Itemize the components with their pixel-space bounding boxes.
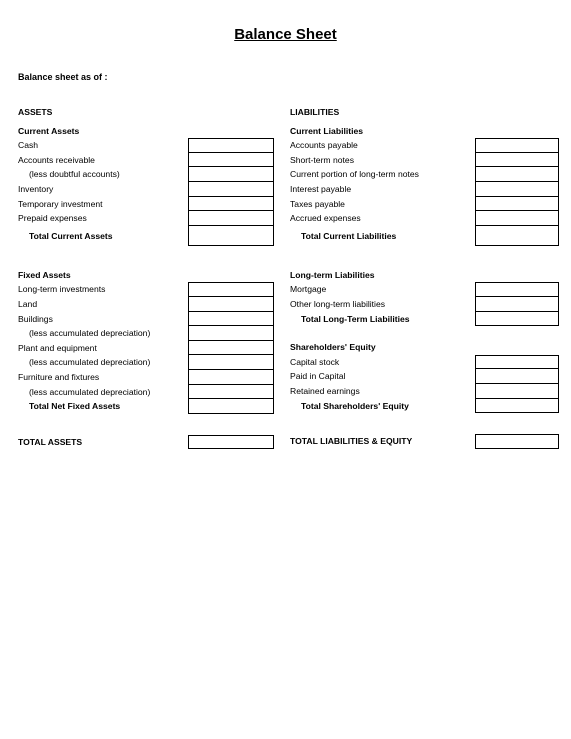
line-label: (less doubtful accounts) (29, 169, 120, 180)
assets-column (18, 105, 288, 449)
line-label: Inventory (18, 183, 54, 194)
total-current-assets-label: Total Current Assets (29, 230, 113, 241)
short-term-notes-field[interactable] (475, 153, 559, 168)
line-label: Short-term notes (290, 154, 354, 165)
long-term-liabilities-heading: Long-term Liabilities (290, 269, 375, 280)
buildings-field[interactable] (188, 312, 274, 327)
accounts-receivable-field[interactable] (188, 153, 274, 168)
total-assets-field[interactable] (188, 435, 274, 450)
line-label: (less accumulated depreciation) (29, 357, 151, 368)
plant-equipment-field[interactable] (188, 341, 274, 356)
line-label: Retained earnings (290, 385, 360, 396)
line-label: (less accumulated depreciation) (29, 328, 151, 339)
line-label: Mortgage (290, 284, 327, 295)
line-label: Land (18, 298, 38, 309)
inventory-field[interactable] (188, 182, 274, 197)
mortgage-field[interactable] (475, 282, 559, 297)
line-label: Other long-term liabilities (290, 298, 386, 309)
line-label: Accrued expenses (290, 213, 361, 224)
current-liabilities-heading: Current Liabilities (290, 125, 364, 136)
accounts-payable-field[interactable] (475, 138, 559, 153)
shareholders-equity-heading: Shareholders' Equity (290, 342, 376, 353)
total-long-term-liabilities-field[interactable] (475, 312, 559, 327)
line-label: Interest payable (290, 183, 352, 194)
as-of-label: Balance sheet as of : (18, 72, 108, 82)
line-label: Long-term investments (18, 284, 106, 295)
current-assets-heading: Current Assets (18, 125, 80, 136)
interest-payable-field[interactable] (475, 182, 559, 197)
total-shareholders-equity-field[interactable] (475, 399, 559, 414)
furniture-fixtures-field[interactable] (188, 370, 274, 385)
line-label: Accounts payable (290, 140, 358, 151)
line-label: Temporary investment (18, 198, 103, 209)
land-field[interactable] (188, 297, 274, 312)
total-liabilities-equity-label: TOTAL LIABILITIES & EQUITY (290, 436, 413, 447)
line-label: (less accumulated depreciation) (29, 386, 151, 397)
line-label: Plant and equipment (18, 342, 97, 353)
line-label: Capital stock (290, 356, 340, 367)
total-liabilities-equity-field[interactable] (475, 434, 559, 449)
line-label: Prepaid expenses (18, 213, 87, 224)
total-assets-label: TOTAL ASSETS (18, 436, 83, 447)
line-label: Taxes payable (290, 198, 345, 209)
doubtful-accounts-field[interactable] (188, 167, 274, 182)
page-title: Balance Sheet (234, 26, 337, 43)
paid-in-capital-field[interactable] (475, 369, 559, 384)
taxes-payable-field[interactable] (475, 197, 559, 212)
accrued-expenses-field[interactable] (475, 211, 559, 226)
liabilities-heading: LIABILITIES (290, 107, 340, 117)
total-net-fixed-assets-label: Total Net Fixed Assets (29, 401, 121, 412)
current-portion-notes-field[interactable] (475, 167, 559, 182)
capital-stock-field[interactable] (475, 355, 559, 370)
assets-heading: ASSETS (18, 107, 53, 117)
total-shareholders-equity-label: Total Shareholders' Equity (301, 400, 409, 411)
buildings-depreciation-field[interactable] (188, 326, 274, 341)
total-current-liabilities-field[interactable] (475, 226, 559, 246)
plant-depreciation-field[interactable] (188, 355, 274, 370)
total-long-term-liabilities-label: Total Long-Term Liabilities (301, 313, 410, 324)
prepaid-expenses-field[interactable] (188, 211, 274, 226)
line-label: Accounts receivable (18, 154, 95, 165)
total-current-liabilities-label: Total Current Liabilities (301, 230, 397, 241)
line-label: Cash (18, 140, 39, 151)
total-net-fixed-assets-field[interactable] (188, 399, 274, 414)
line-label: Furniture and fixtures (18, 371, 100, 382)
line-label: Current portion of long-term notes (290, 169, 419, 180)
temporary-investment-field[interactable] (188, 197, 274, 212)
retained-earnings-field[interactable] (475, 384, 559, 399)
total-current-assets-field[interactable] (188, 226, 274, 246)
fixed-assets-heading: Fixed Assets (18, 269, 71, 280)
furniture-depreciation-field[interactable] (188, 385, 274, 400)
cash-field[interactable] (188, 138, 274, 153)
liabilities-column (290, 105, 560, 449)
long-term-investments-field[interactable] (188, 282, 274, 297)
other-long-term-liabilities-field[interactable] (475, 297, 559, 312)
line-label: Buildings (18, 313, 53, 324)
line-label: Paid in Capital (290, 371, 346, 382)
